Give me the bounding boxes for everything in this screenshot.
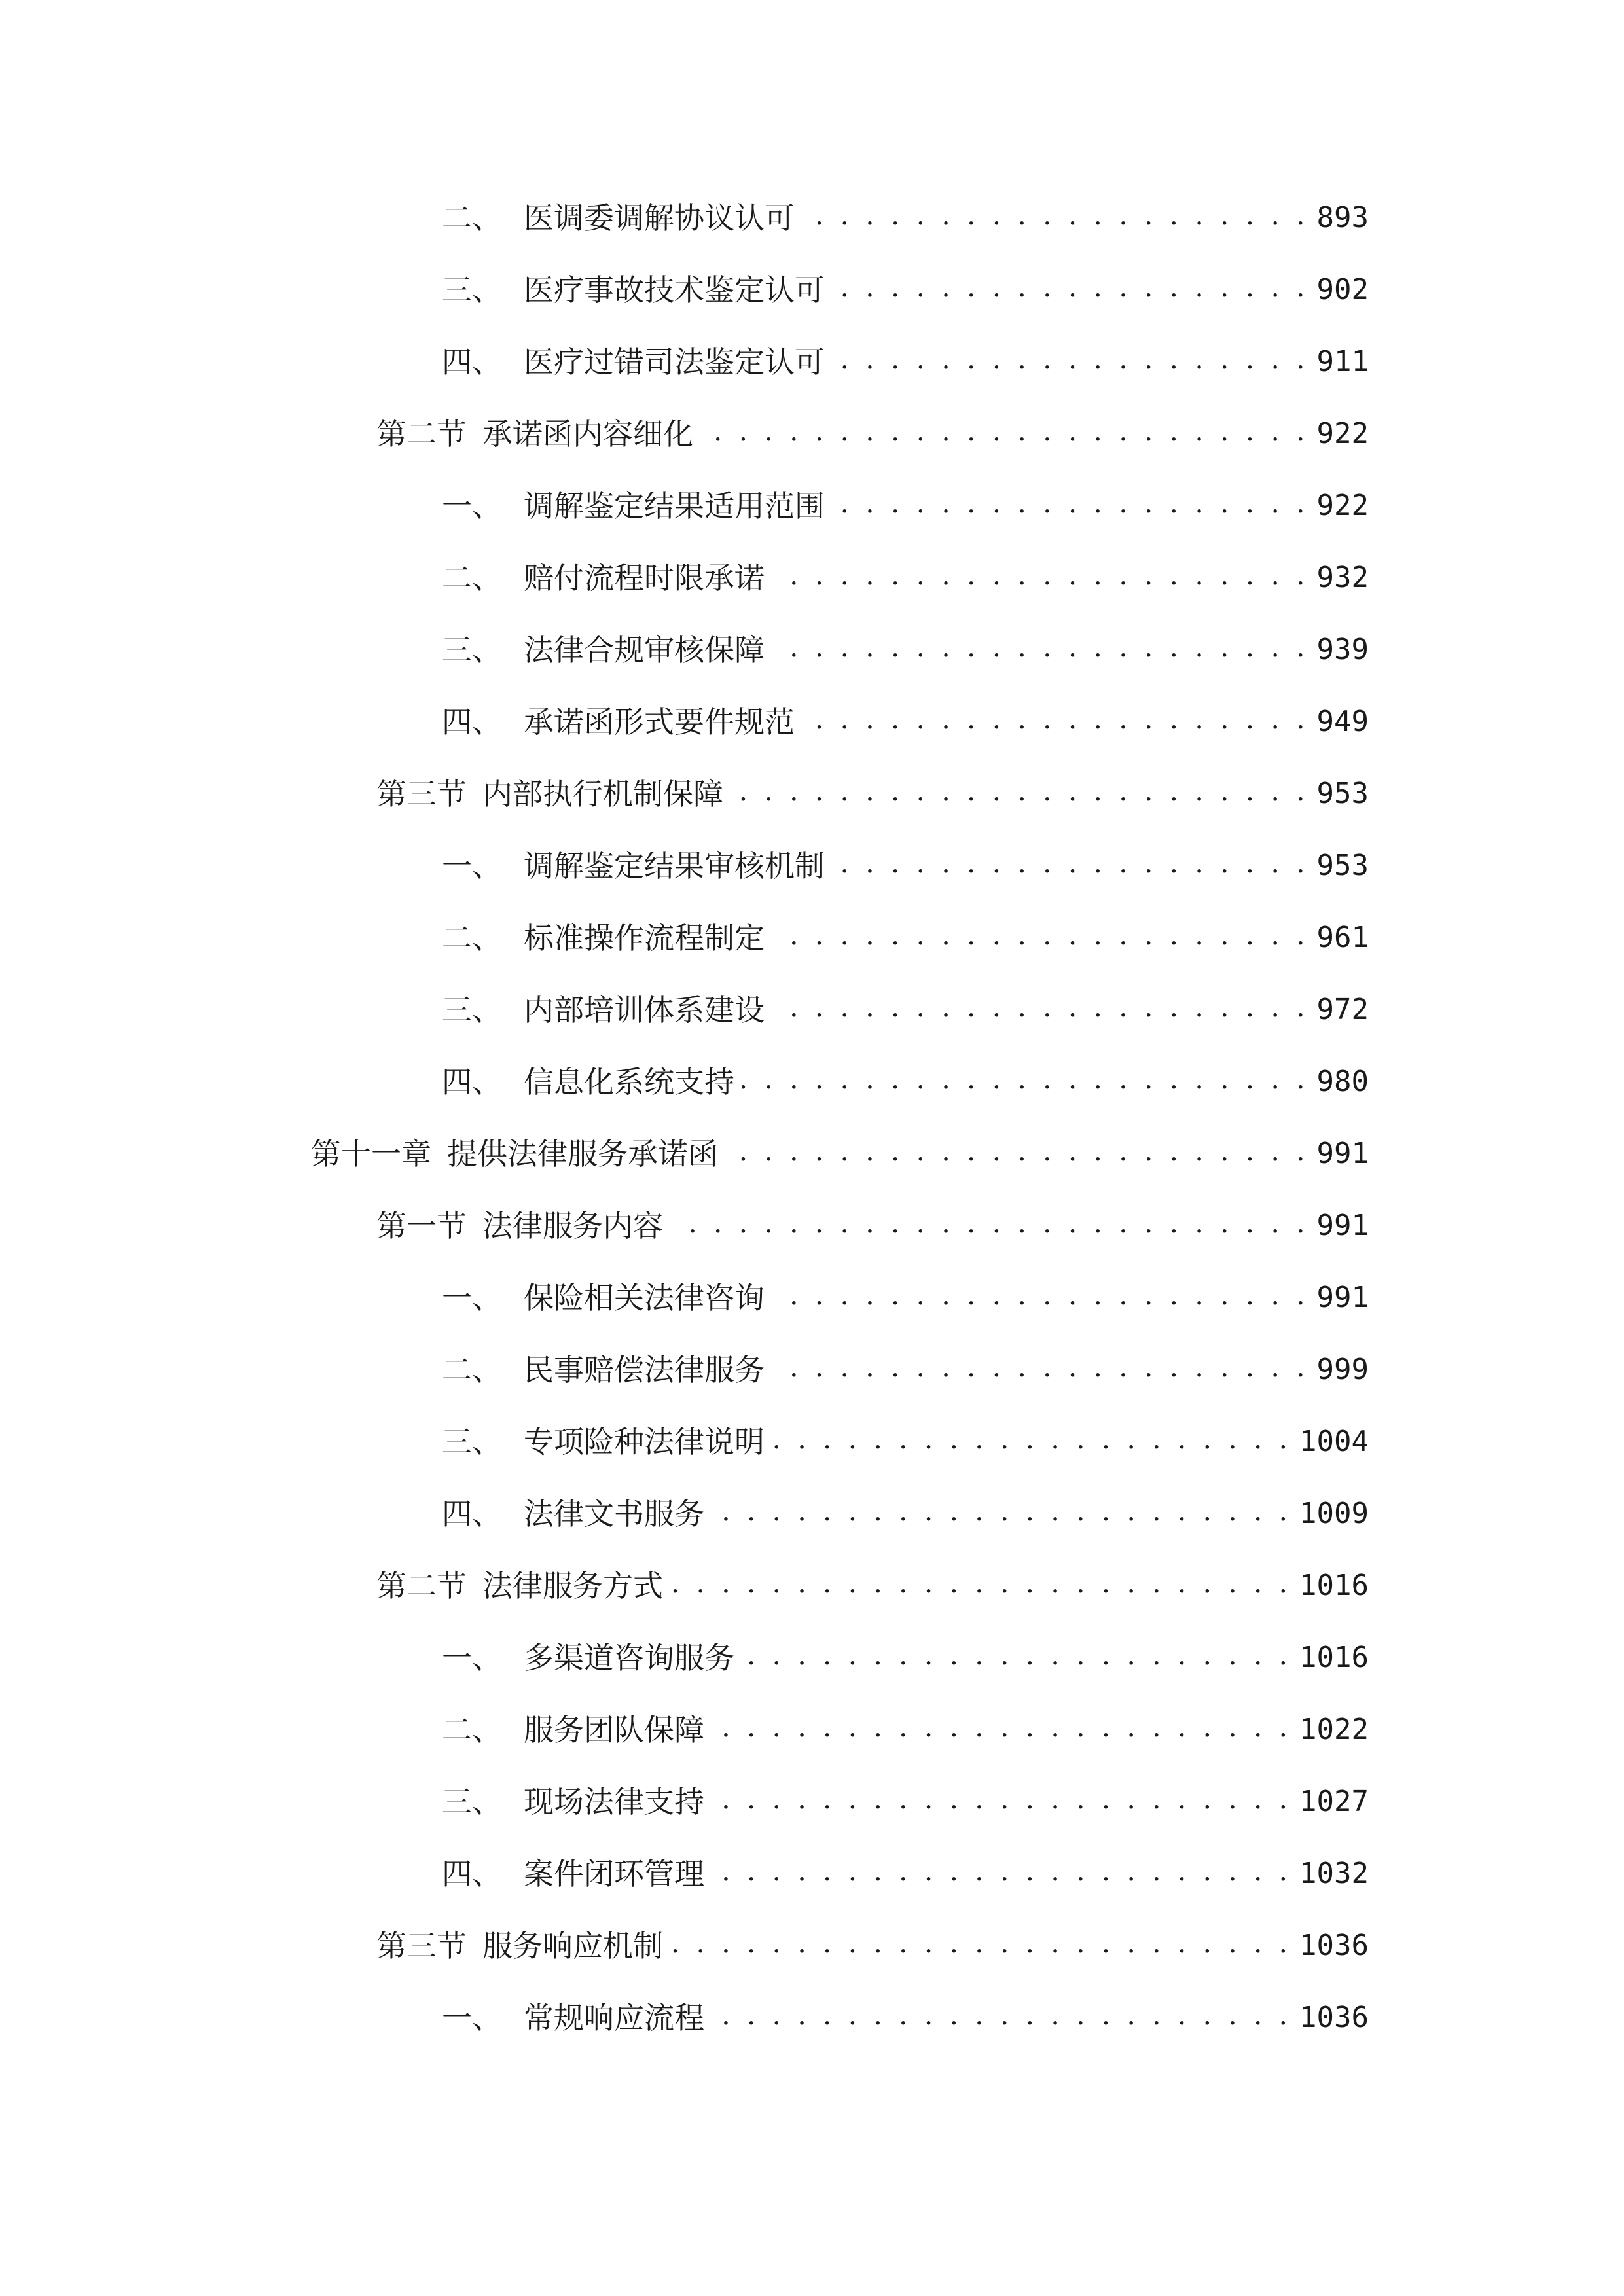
toc-entry-title: 承诺函形式要件规范	[524, 704, 795, 740]
toc-entry-number: 二、	[442, 1352, 502, 1388]
dot-leader	[712, 1859, 1291, 1889]
toc-entry-title: 信息化系统支持	[524, 1064, 734, 1100]
toc-entry-title: 民事赔偿法律服务	[524, 1352, 765, 1388]
toc-entry-number: 三、	[442, 1784, 502, 1820]
toc-entry-number: 一、	[442, 848, 502, 884]
toc-entry-page: 980	[1316, 1065, 1369, 1098]
toc-entry-title: 医疗事故技术鉴定认可	[524, 272, 825, 308]
toc-entry-page: 949	[1316, 705, 1369, 738]
toc-entry-title: 调解鉴定结果审核机制	[524, 848, 825, 884]
toc-entry-number: 四、	[442, 704, 502, 740]
toc-entry-title: 内部培训体系建设	[524, 992, 765, 1028]
toc-entry-page: 1032	[1299, 1857, 1369, 1890]
toc-entry-page: 939	[1316, 633, 1369, 666]
toc-entry[interactable]	[376, 1910, 1369, 1982]
toc-entry-page: 972	[1316, 993, 1369, 1026]
toc-entry-title: 法律服务方式	[482, 1568, 663, 1604]
toc-entry-page: 1016	[1299, 1641, 1369, 1674]
toc-entry[interactable]	[442, 686, 1369, 758]
dot-leader	[833, 347, 1309, 377]
toc-entry-title: 法律合规审核保障	[524, 632, 765, 668]
toc-entry-number: 第二节	[376, 1568, 467, 1604]
toc-entry[interactable]	[442, 1478, 1369, 1550]
toc-entry-page: 1009	[1299, 1497, 1369, 1530]
toc-entry[interactable]	[442, 542, 1369, 614]
toc-entry[interactable]	[442, 1766, 1369, 1838]
toc-entry-number: 第三节	[376, 1928, 467, 1964]
toc-entry-title: 服务团队保障	[524, 1712, 704, 1748]
dot-leader	[772, 923, 1309, 953]
toc-entry-number: 一、	[442, 2000, 502, 2036]
toc-entry-page: 999	[1316, 1353, 1369, 1386]
toc-entry-title: 现场法律支持	[524, 1784, 704, 1820]
toc-entry-page: 1004	[1299, 1425, 1369, 1458]
toc-entry[interactable]	[442, 974, 1369, 1046]
dot-leader	[742, 1643, 1291, 1673]
toc-entry[interactable]	[442, 1622, 1369, 1694]
toc-entry-page: 922	[1316, 489, 1369, 522]
toc-entry-page: 1027	[1299, 1785, 1369, 1818]
toc-entry-page: 991	[1316, 1281, 1369, 1314]
toc-entry-page: 991	[1316, 1209, 1369, 1242]
toc-entry[interactable]	[376, 758, 1369, 830]
toc-entry-number: 二、	[442, 920, 502, 956]
toc-entry[interactable]	[442, 1838, 1369, 1910]
dot-leader	[772, 995, 1309, 1025]
toc-entry-page: 953	[1316, 849, 1369, 882]
toc-entry-page: 1016	[1299, 1569, 1369, 1602]
toc-entry-title: 医调委调解协议认可	[524, 200, 795, 236]
toc-entry-page: 1022	[1299, 1713, 1369, 1746]
toc-entry-page: 902	[1316, 273, 1369, 306]
toc-entry[interactable]	[442, 902, 1369, 974]
toc-entry-page: 922	[1316, 417, 1369, 450]
toc-entry-page: 932	[1316, 561, 1369, 594]
dot-leader	[833, 851, 1309, 881]
toc-entry-number: 一、	[442, 1640, 502, 1676]
toc-entry-title: 赔付流程时限承诺	[524, 560, 765, 596]
dot-leader	[712, 1715, 1291, 1745]
toc-entry-page: 911	[1316, 345, 1369, 378]
dot-leader	[803, 203, 1309, 233]
dot-leader	[671, 1931, 1291, 1961]
toc-entry-page: 961	[1316, 921, 1369, 954]
toc-entry-title: 提供法律服务承诺函	[447, 1136, 718, 1172]
dot-leader	[772, 635, 1309, 665]
toc-entry-number: 二、	[442, 200, 502, 236]
toc-entry-page: 991	[1316, 1137, 1369, 1170]
toc-entry[interactable]	[442, 1262, 1369, 1334]
toc-entry-title: 调解鉴定结果适用范围	[524, 488, 825, 524]
toc-entry[interactable]	[442, 326, 1369, 398]
toc-entry-title: 标准操作流程制定	[524, 920, 765, 956]
toc-entry-number: 四、	[442, 1496, 502, 1532]
toc-entry-title: 专项险种法律说明	[524, 1424, 765, 1460]
toc-entry-title: 服务响应机制	[482, 1928, 663, 1964]
toc-entry[interactable]	[442, 1982, 1369, 2054]
dot-leader	[772, 1427, 1291, 1457]
toc-entry-number: 四、	[442, 344, 502, 380]
toc-entry[interactable]	[442, 1046, 1369, 1118]
toc-entry-number: 三、	[442, 992, 502, 1028]
toc-entry-number: 二、	[442, 560, 502, 596]
toc-entry[interactable]	[311, 1118, 1369, 1190]
dot-leader	[833, 275, 1309, 305]
toc-entry[interactable]	[442, 1334, 1369, 1406]
toc-entry[interactable]	[442, 254, 1369, 326]
toc-entry-title: 内部执行机制保障	[482, 776, 723, 812]
toc-entry-number: 第十一章	[311, 1136, 431, 1172]
toc-entry-number: 三、	[442, 1424, 502, 1460]
toc-entry-number: 第一节	[376, 1208, 467, 1244]
toc-entry-title: 法律文书服务	[524, 1496, 704, 1532]
toc-entry[interactable]	[442, 1406, 1369, 1478]
toc-entry-title: 承诺函内容细化	[482, 416, 693, 452]
toc-entry-number: 四、	[442, 1064, 502, 1100]
toc-entry-title: 多渠道咨询服务	[524, 1640, 734, 1676]
toc-entry-number: 二、	[442, 1712, 502, 1748]
toc-entry-title: 法律服务内容	[482, 1208, 663, 1244]
toc-entry[interactable]	[376, 398, 1369, 470]
dot-leader	[671, 1211, 1309, 1241]
toc-entry[interactable]	[442, 830, 1369, 902]
toc-entry[interactable]	[442, 1694, 1369, 1766]
toc-entry-page: 1036	[1299, 1929, 1369, 1962]
toc-entry-number: 三、	[442, 272, 502, 308]
toc-entry-title: 保险相关法律咨询	[524, 1280, 765, 1316]
toc-entry-title: 常规响应流程	[524, 2000, 704, 2036]
toc-entry-page: 893	[1316, 201, 1369, 234]
dot-leader	[712, 1499, 1291, 1529]
toc-entry-page: 1036	[1299, 2001, 1369, 2034]
dot-leader	[772, 563, 1309, 593]
dot-leader	[671, 1571, 1291, 1601]
toc-entry[interactable]	[442, 470, 1369, 542]
dot-leader	[833, 491, 1309, 521]
toc-entry-number: 第二节	[376, 416, 467, 452]
dot-leader	[712, 1787, 1291, 1817]
toc-entry-number: 一、	[442, 488, 502, 524]
toc-entry-title: 案件闭环管理	[524, 1856, 704, 1892]
toc-entry-number: 四、	[442, 1856, 502, 1892]
toc-entry-number: 第三节	[376, 776, 467, 812]
dot-leader	[701, 419, 1309, 449]
toc-entry[interactable]	[376, 1190, 1369, 1262]
dot-leader	[731, 779, 1309, 809]
toc-entry-number: 一、	[442, 1280, 502, 1316]
toc-entry[interactable]	[376, 1550, 1369, 1622]
toc-entry[interactable]	[442, 614, 1369, 686]
toc-entry[interactable]	[442, 182, 1369, 254]
dot-leader	[803, 707, 1309, 737]
toc-entry-number: 三、	[442, 632, 502, 668]
toc-entry-page: 953	[1316, 777, 1369, 810]
dot-leader	[772, 1355, 1309, 1385]
dot-leader	[712, 2003, 1291, 2033]
toc-entry-title: 医疗过错司法鉴定认可	[524, 344, 825, 380]
dot-leader	[726, 1139, 1309, 1169]
dot-leader	[772, 1283, 1309, 1313]
dot-leader	[742, 1067, 1309, 1097]
